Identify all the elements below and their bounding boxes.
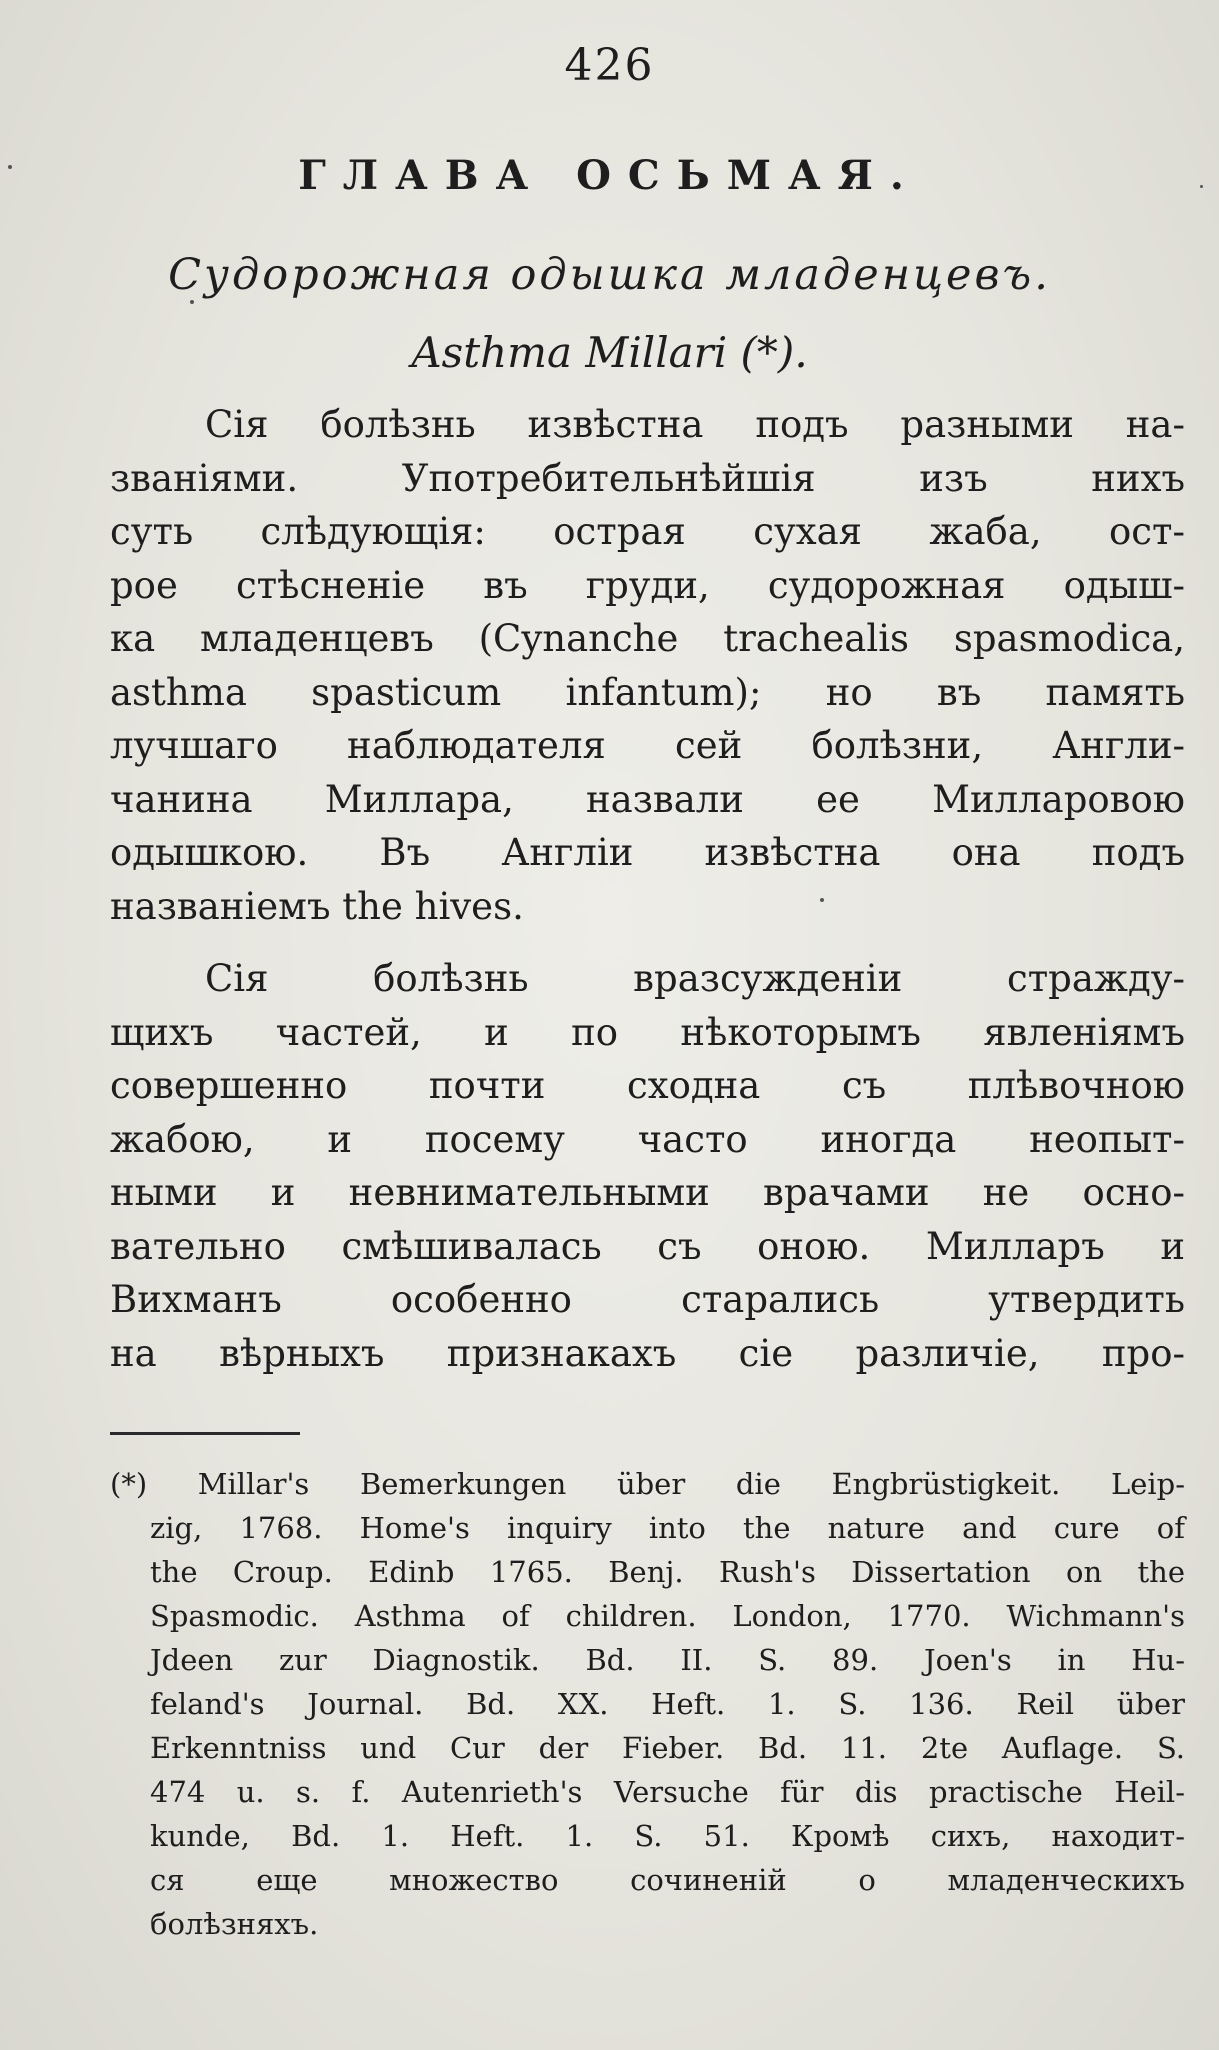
text-line: лучшаго наблюдателя сей болѣзни, Англи-: [110, 724, 1185, 767]
text-line: рое стѣсненіе въ груди, судорожная одыш-: [110, 563, 1185, 607]
text-line: Вихманъ особенно старались утвердить: [110, 1278, 1185, 1321]
footnote-line: Jdeen zur Diagnostik. Bd. II. S. 89. Joen's in Hu-: [150, 1643, 1185, 1677]
chapter-subtitle: Судорожная одышка младенцевъ.: [168, 250, 1051, 300]
chapter-title: ГЛАВА ОСЬМАЯ.: [298, 152, 921, 199]
footnote-line: kunde, Bd. 1. Heft. 1. S. 51. Кромѣ сихъ, находит-: [150, 1819, 1185, 1853]
paragraph-1: [110, 398, 1185, 933]
paper-speck: [1200, 185, 1203, 188]
footnote-line: Erkenntniss und Cur der Fieber. Bd. 11. 2te Auflage. S.: [150, 1731, 1185, 1765]
footnote: [110, 1462, 1185, 1946]
text-line: чанина Миллара, назвали ее Милларовою: [110, 777, 1185, 821]
paper-speck: [190, 300, 194, 304]
paper-speck: [820, 898, 824, 902]
footnote-line: Spasmodic. Asthma of children. London, 1770. Wichmann's: [150, 1599, 1185, 1633]
text-line: щихъ частей, и по нѣкоторымъ явленіямъ: [110, 1010, 1185, 1054]
footnote-line: zig, 1768. Home's inquiry into the nature and cure of: [150, 1511, 1185, 1545]
text-line: asthma spasticum infantum); но въ память: [110, 670, 1185, 714]
footnote-line: 474 u. s. f. Autenrieth's Versuche für dis practische Heil-: [150, 1775, 1185, 1809]
text-line: названіемъ the hives.: [110, 884, 524, 928]
text-line: жабою, и посему часто иногда неопыт-: [110, 1117, 1185, 1161]
latin-title: Asthma Millari (*).: [411, 328, 808, 377]
footnote-line: болѣзняхъ.: [150, 1907, 319, 1941]
text-line: Сія болѣзнь извѣстна подъ разными на-: [205, 403, 1185, 446]
text-line: Сія болѣзнь вразсужденіи стражду-: [205, 957, 1185, 1000]
text-line: на вѣрныхъ признакахъ сіе различіе, про-: [110, 1331, 1185, 1375]
paper-speck: [8, 165, 12, 169]
paragraph-2: [110, 952, 1185, 1380]
footnote-line: feland's Journal. Bd. XX. Heft. 1. S. 136. Reil über: [150, 1687, 1185, 1721]
text-line: совершенно почти сходна съ плѣвочною: [110, 1064, 1185, 1107]
footnote-line: ся еще множество сочиненій о младенческихъ: [150, 1863, 1185, 1897]
text-line: вательно смѣшивалась съ оною. Милларъ и: [110, 1224, 1185, 1268]
footnote-divider: [110, 1432, 300, 1435]
footnote-line: the Croup. Edinb 1765. Benj. Rush's Dissertation on the: [150, 1555, 1185, 1589]
footnote-line: (*) Millar's Bemerkungen über die Engbrüstigkeit. Leip-: [110, 1467, 1185, 1501]
text-line: ными и невнимательными врачами не осно-: [110, 1171, 1185, 1214]
text-line: званіями. Употребительнѣйшія изъ нихъ: [110, 456, 1185, 500]
page-number: 426: [564, 40, 655, 91]
text-line: одышкою. Въ Англіи извѣстна она подъ: [110, 831, 1185, 874]
text-line: ка младенцевъ (Cynanche trachealis spasmodica,: [110, 617, 1185, 660]
text-line: суть слѣдующія: острая сухая жаба, ост-: [110, 510, 1185, 553]
